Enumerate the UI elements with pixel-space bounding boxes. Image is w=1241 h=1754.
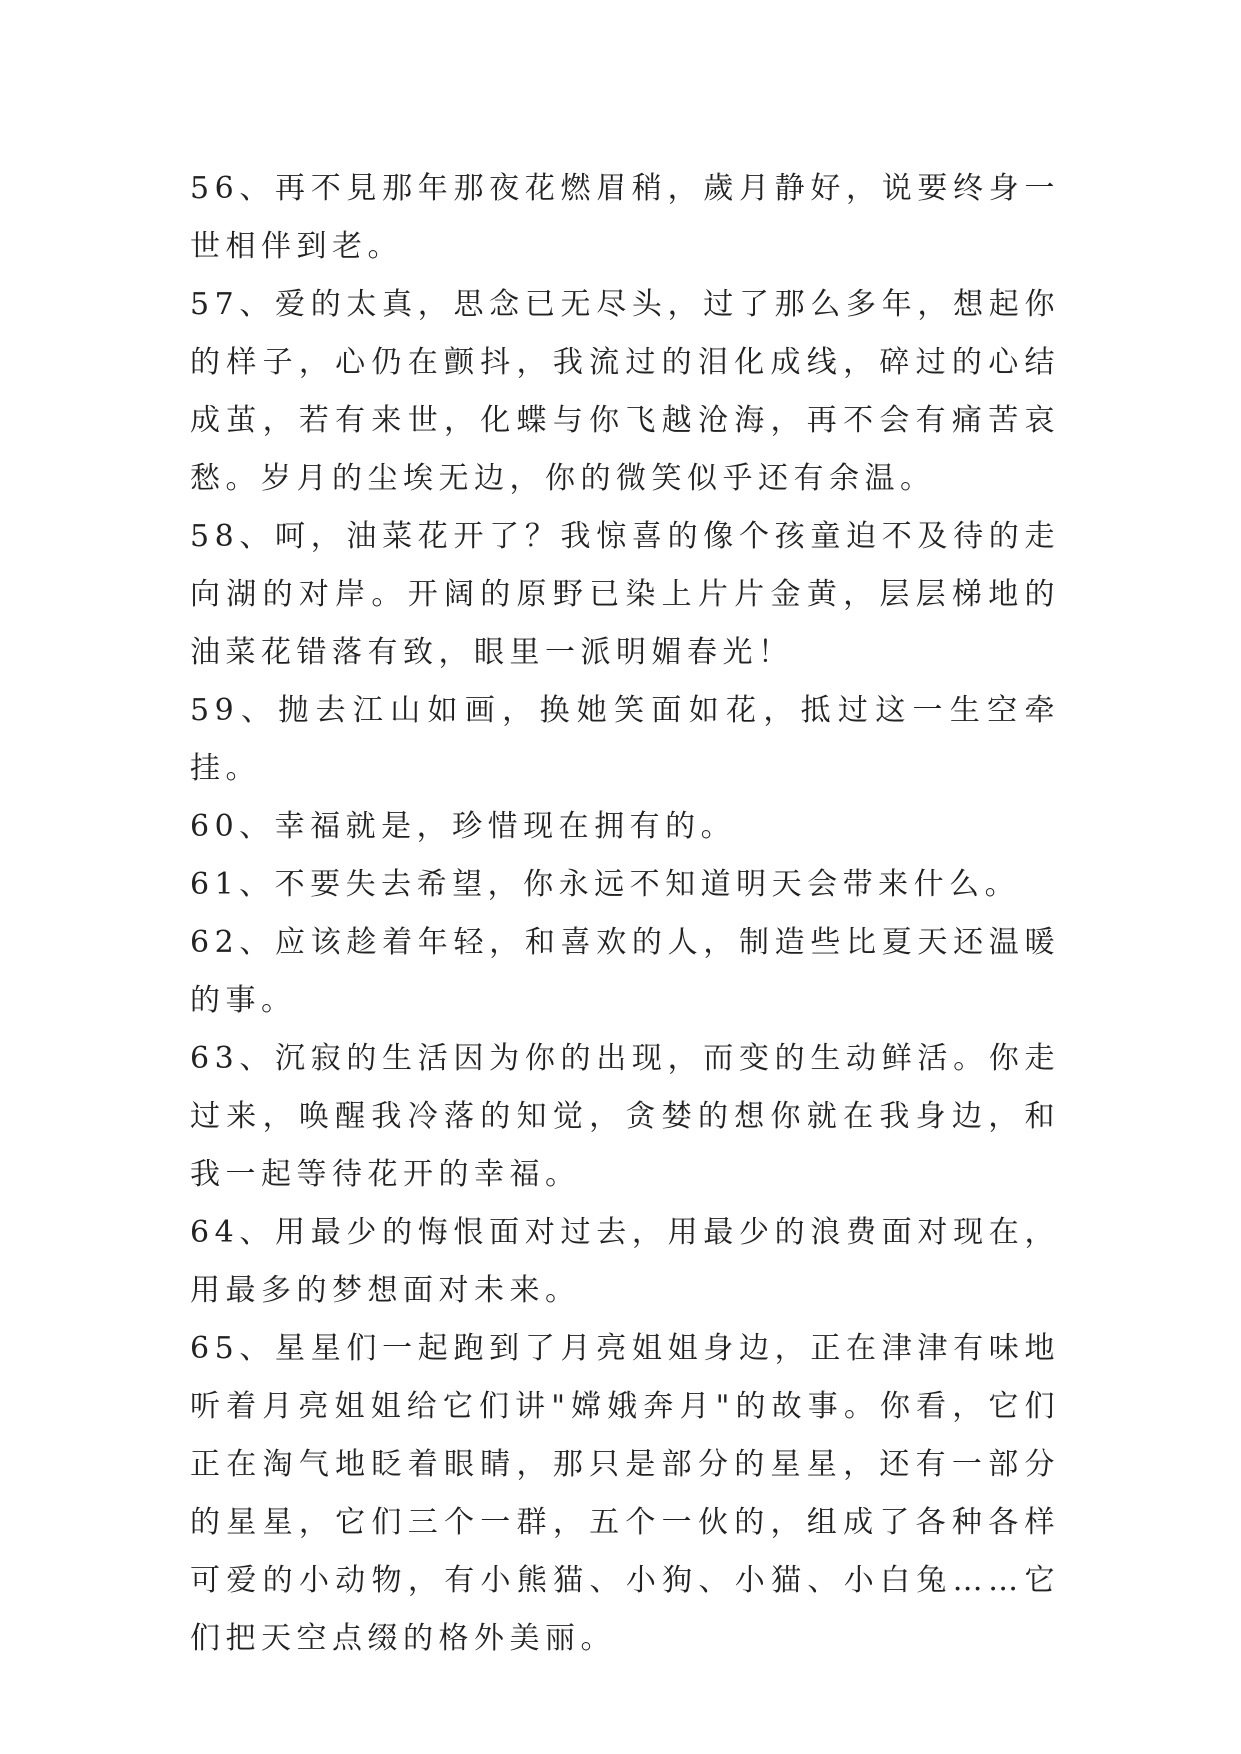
paragraph-59: 59、抛去江山如画，换她笑面如花，抵过这一生空牵挂。 — [190, 693, 1060, 786]
paragraph-57: 57、爱的太真，思念已无尽头，过了那么多年，想起你的样子，心仍在颤抖，我流过的泪化成线，碎过的心结成茧，若有来世，化蝶与你飞越沧海，再不会有痛苦哀愁。岁月的尘埃无边，你的微笑似乎还有余温。 — [190, 287, 1060, 496]
paragraph-64: 64、用最少的悔恨面对过去，用最少的浪费面对现在，用最多的梦想面对未来。 — [190, 1215, 1060, 1308]
paragraph-60: 60、幸福就是，珍惜现在拥有的。 — [190, 809, 737, 844]
paragraph-56: 56、再不見那年那夜花燃眉稍，歲月静好，说要终身一世相伴到老。 — [190, 171, 1060, 264]
paragraph-58: 58、呵，油菜花开了？我惊喜的像个孩童迫不及待的走向湖的对岸。开阔的原野已染上片片金黄，层层梯地的油菜花错落有致，眼里一派明媚春光！ — [190, 519, 1060, 670]
paragraph-62: 62、应该趁着年轻，和喜欢的人，制造些比夏天还温暖的事。 — [190, 925, 1060, 1018]
paragraph-61: 61、不要失去希望，你永远不知道明天会带来什么。 — [190, 867, 1021, 902]
document-body — [190, 160, 1060, 1668]
paragraph-63: 63、沉寂的生活因为你的出现，而变的生动鲜活。你走过来，唤醒我冷落的知觉，贪婪的想你就在我身边，和我一起等待花开的幸福。 — [190, 1041, 1060, 1192]
paragraph-65: 65、星星们一起跑到了月亮姐姐身边，正在津津有味地听着月亮姐姐给它们讲"嫦娥奔月"的故事。你看，它们正在淘气地眨着眼睛，那只是部分的星星，还有一部分的星星，它们三个一群，五个一伙的，组成了各种各样可爱的小动物，有小熊猫、小狗、小猫、小白兔……它们把天空点缀的格外美丽。 — [190, 1331, 1060, 1656]
